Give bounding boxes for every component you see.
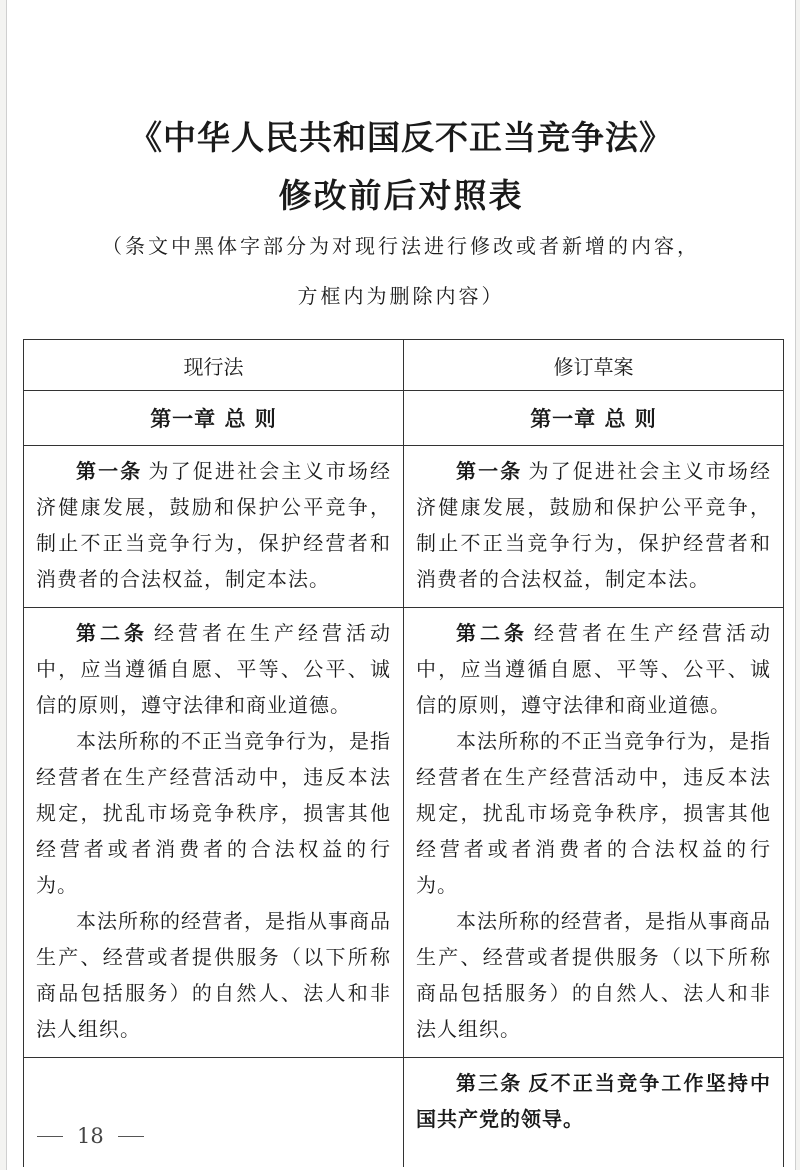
page-number: 18: [77, 1124, 104, 1148]
page-footer: [37, 1124, 144, 1148]
article1-current: [24, 446, 404, 608]
chapter-heading-current: 第一章 总 则: [24, 391, 404, 446]
note-line-1: （条文中黑体字部分为对现行法进行修改或者新增的内容，: [102, 234, 700, 258]
article2-draft: [404, 608, 784, 1058]
table-row: [24, 446, 784, 608]
article-paragraph: 本法所称的经营者，是指从事商品生产、经营或者提供服务（以下所称商品包括服务）的自然人、法人和非法人组织。: [36, 909, 391, 1041]
article-text: 经营者在生产经营活动中，应当遵循自愿、平等、公平、诚信的原则，遵守法律和商业道德。: [416, 621, 771, 717]
document-subtitle: 修改前后对照表: [278, 176, 524, 215]
article3-current-empty: [24, 1058, 404, 1168]
header-current-law: 现行法: [24, 340, 404, 391]
chapter-row: [24, 391, 784, 446]
article-text-new: 反不正当竞争工作坚持中国共产党的领导。: [416, 1071, 772, 1131]
header-draft-revision: 修订草案: [404, 340, 784, 391]
article-paragraph: 本法所称的经营者，是指从事商品生产、经营或者提供服务（以下所称商品包括服务）的自然人、法人和非法人组织。: [416, 909, 771, 1041]
footer-dash-left: [37, 1136, 63, 1137]
article-label: 第一条: [76, 459, 143, 483]
footer-dash-right: [118, 1136, 144, 1137]
article-text: 经营者在生产经营活动中，应当遵循自愿、平等、公平、诚信的原则，遵守法律和商业道德。: [36, 621, 391, 717]
article-text: 为了促进社会主义市场经济健康发展，鼓励和保护公平竞争，制止不正当竞争行为，保护经营者和消费者的合法权益，制定本法。: [36, 459, 392, 591]
document-page: [6, 0, 796, 1170]
article-label: 第三条: [456, 1071, 523, 1095]
comparison-table: [23, 339, 784, 1167]
article1-draft: [404, 446, 784, 608]
note-line-2: 方框内为删除内容）: [297, 284, 505, 308]
article-label: 第一条: [456, 459, 523, 483]
table-header-row: [24, 340, 784, 391]
article2-current: [24, 608, 404, 1058]
article-label: 第二条: [456, 621, 528, 645]
article-paragraph: 本法所称的不正当竞争行为，是指经营者在生产经营活动中，违反本法规定，扰乱市场竞争秩序，损害其他经营者或者消费者的合法权益的行为。: [36, 729, 391, 897]
chapter-heading-draft: 第一章 总 则: [404, 391, 784, 446]
article-label: 第二条: [76, 621, 148, 645]
table-row: [24, 608, 784, 1058]
article3-draft: [404, 1058, 784, 1168]
document-title: 《中华人民共和国反不正当竞争法》: [129, 118, 673, 157]
article-paragraph: 本法所称的不正当竞争行为，是指经营者在生产经营活动中，违反本法规定，扰乱市场竞争秩序，损害其他经营者或者消费者的合法权益的行为。: [416, 729, 771, 897]
article-text: 为了促进社会主义市场经济健康发展，鼓励和保护公平竞争，制止不正当竞争行为，保护经营者和消费者的合法权益，制定本法。: [416, 459, 772, 591]
table-row: [24, 1058, 784, 1168]
